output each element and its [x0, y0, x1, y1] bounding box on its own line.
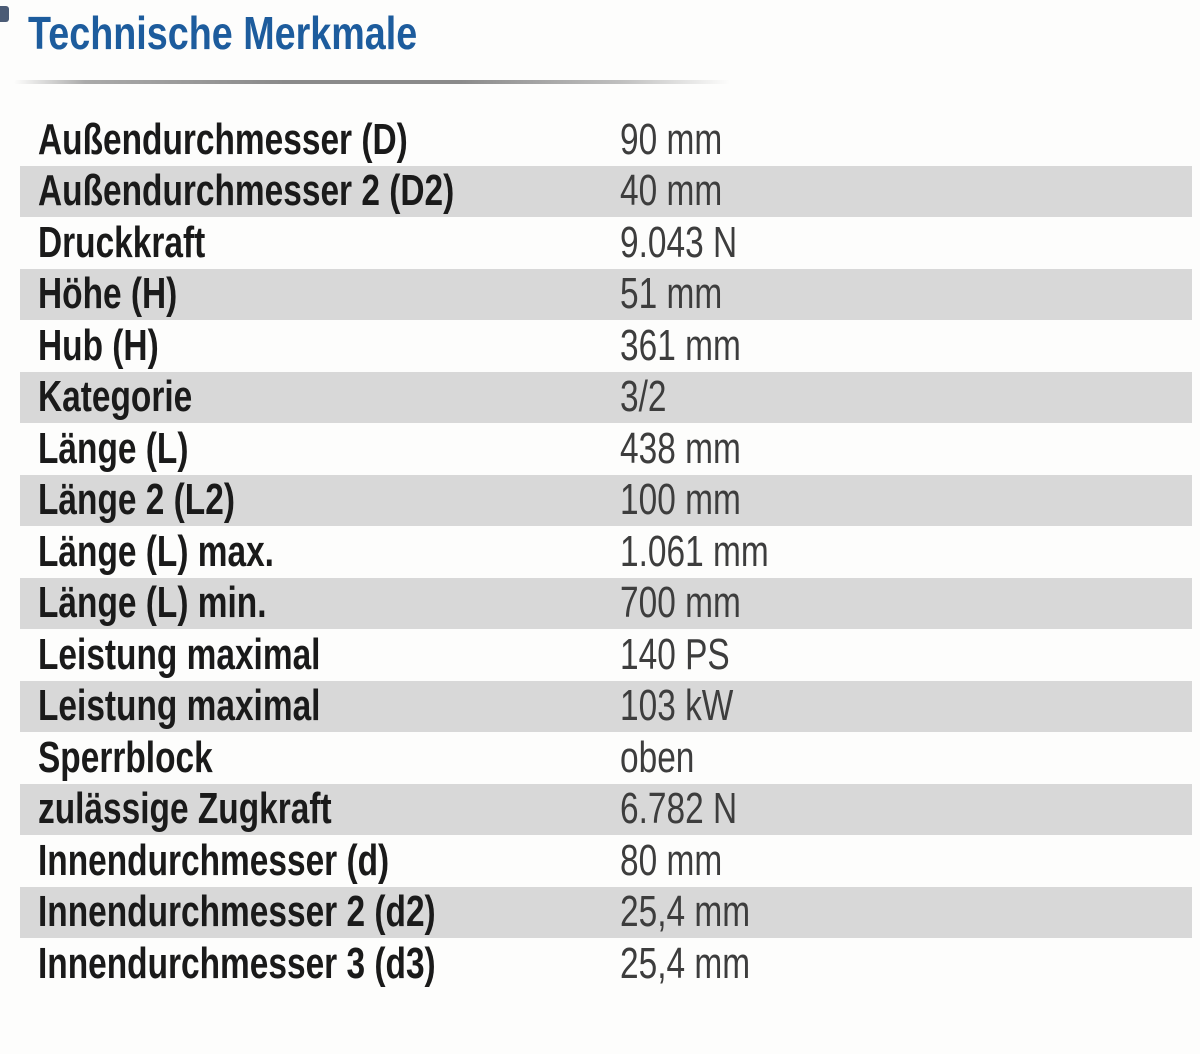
spec-value-text: 103 kW: [620, 681, 734, 731]
spec-table: [20, 114, 1192, 990]
spec-value-text: 40 mm: [620, 166, 723, 216]
table-row: [20, 269, 1192, 321]
spec-label: [20, 424, 620, 474]
spec-value-text: 100 mm: [620, 475, 741, 525]
table-row: [20, 166, 1192, 218]
spec-label-text: Leistung maximal: [38, 629, 321, 679]
spec-label-text: Druckkraft: [38, 217, 206, 267]
spec-value-text: 25,4 mm: [620, 887, 751, 937]
spec-value: [620, 784, 1192, 834]
table-row: [20, 629, 1192, 681]
table-row: [20, 681, 1192, 733]
spec-label: [20, 578, 620, 628]
table-row: [20, 887, 1192, 939]
table-row: [20, 526, 1192, 578]
table-row: [20, 938, 1192, 990]
spec-value-text: 80 mm: [620, 835, 723, 885]
spec-value-text: 140 PS: [620, 629, 730, 679]
spec-label: [20, 733, 620, 783]
spec-value-text: 51 mm: [620, 269, 723, 319]
spec-label: [20, 269, 620, 319]
spec-value-text: oben: [620, 732, 695, 782]
spec-label-text: Sperrblock: [38, 732, 213, 782]
spec-label-text: Kategorie: [38, 372, 193, 422]
table-row: [20, 114, 1192, 166]
spec-label: [20, 166, 620, 216]
spec-value: [620, 321, 1192, 371]
spec-label-text: Länge (L): [38, 423, 189, 473]
spec-value-text: 90 mm: [620, 114, 723, 164]
spec-label: [20, 475, 620, 525]
spec-label-text: Länge (L) max.: [38, 526, 274, 576]
spec-value-text: 3/2: [620, 372, 667, 422]
spec-value: [620, 115, 1192, 165]
spec-value: [620, 218, 1192, 268]
spec-value-text: 25,4 mm: [620, 938, 751, 988]
spec-value: [620, 733, 1192, 783]
spec-value-text: 700 mm: [620, 578, 741, 628]
table-row: [20, 475, 1192, 527]
spec-value: [620, 527, 1192, 577]
title-divider: [14, 80, 730, 84]
spec-label-text: Länge 2 (L2): [38, 475, 235, 525]
spec-value: [620, 166, 1192, 216]
spec-value: [620, 372, 1192, 422]
spec-label: [20, 527, 620, 577]
spec-value: [620, 475, 1192, 525]
table-row: [20, 578, 1192, 630]
spec-label-text: Innendurchmesser 2 (d2): [38, 887, 436, 937]
table-row: [20, 784, 1192, 836]
spec-value-text: 9.043 N: [620, 217, 738, 267]
spec-value: [620, 681, 1192, 731]
spec-label: [20, 630, 620, 680]
spec-label-text: Außendurchmesser (D): [38, 114, 408, 164]
spec-label-text: Innendurchmesser 3 (d3): [38, 938, 436, 988]
table-row: [20, 372, 1192, 424]
table-row: [20, 732, 1192, 784]
spec-label-text: zulässige Zugkraft: [38, 784, 332, 834]
table-row: [20, 423, 1192, 475]
spec-label: [20, 218, 620, 268]
spec-value-text: 438 mm: [620, 423, 741, 473]
table-row: [20, 217, 1192, 269]
spec-value: [620, 836, 1192, 886]
spec-label-text: Höhe (H): [38, 269, 178, 319]
spec-value-text: 361 mm: [620, 320, 741, 370]
spec-label-text: Hub (H): [38, 320, 159, 370]
spec-label: [20, 372, 620, 422]
spec-value: [620, 424, 1192, 474]
spec-label: [20, 939, 620, 989]
page-title: [28, 6, 503, 60]
spec-label: [20, 887, 620, 937]
spec-label: [20, 115, 620, 165]
spec-value: [620, 578, 1192, 628]
spec-value-text: 1.061 mm: [620, 526, 769, 576]
table-row: [20, 320, 1192, 372]
page-title-text: Technische Merkmale: [28, 7, 418, 59]
table-row: [20, 835, 1192, 887]
spec-label: [20, 681, 620, 731]
spec-value: [620, 887, 1192, 937]
spec-label: [20, 836, 620, 886]
spec-value: [620, 939, 1192, 989]
spec-label-text: Innendurchmesser (d): [38, 835, 390, 885]
spec-label-text: Länge (L) min.: [38, 578, 267, 628]
corner-artifact: [0, 6, 9, 22]
spec-label-text: Außendurchmesser 2 (D2): [38, 166, 455, 216]
spec-value-text: 6.782 N: [620, 784, 738, 834]
spec-label: [20, 784, 620, 834]
spec-value: [620, 269, 1192, 319]
spec-label-text: Leistung maximal: [38, 681, 321, 731]
spec-value: [620, 630, 1192, 680]
spec-label: [20, 321, 620, 371]
